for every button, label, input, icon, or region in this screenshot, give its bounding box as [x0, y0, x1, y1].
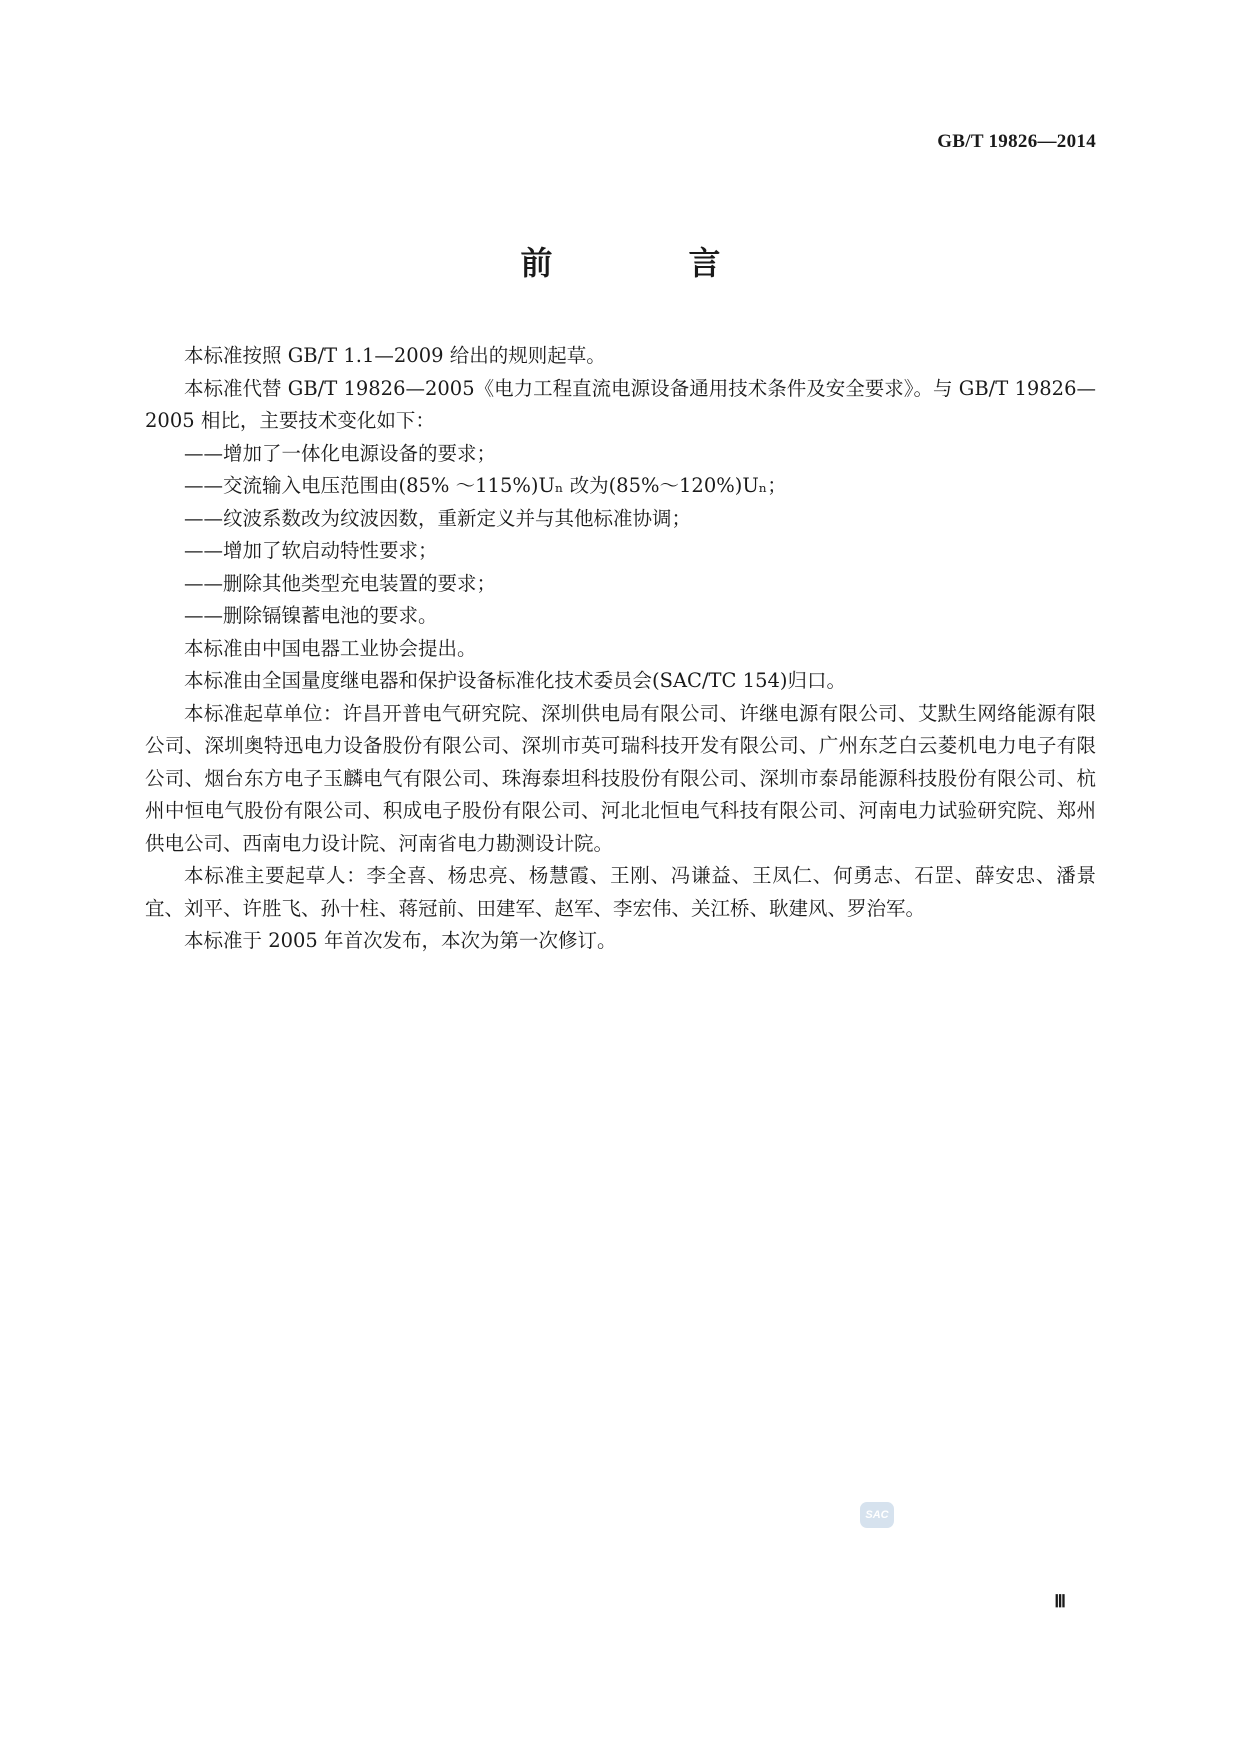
list-item: ——删除其他类型充电装置的要求；	[184, 571, 497, 595]
list-item: ——增加了一体化电源设备的要求；	[184, 441, 497, 465]
paragraph-drafters: 本标准主要起草人：李全喜、杨忠亮、杨慧霞、王刚、冯谦益、王凤仁、何勇志、石罡、薛安忠、潘景宜、刘平、许胜飞、孙十柱、蒋冠前、田建军、赵军、李宏伟、关江桥、耿建风、罗治军。	[145, 864, 1096, 920]
paragraph-drafting-units: 本标准起草单位：许昌开普电气研究院、深圳供电局有限公司、许继电源有限公司、艾默生网络能源有限公司、深圳奥特迅电力设备股份有限公司、深圳市英可瑞科技开发有限公司、广州东芝白云菱机电力电子有限公司、烟台东方电子玉麟电气有限公司、珠海泰坦科技股份有限公司、深圳市泰昂能源科技股份有限公司、杭州中恒电气股份有限公司、积成电子股份有限公司、河北北恒电气科技有限公司、河南电力试验研究院、郑州供电公司、西南电力设计院、河南省电力勘测设计院。	[145, 701, 1096, 855]
paragraph-drafting-rules: 本标准按照 GB/T 1.1—2009 给出的规则起草。	[184, 344, 606, 367]
page-title: 前 言	[520, 244, 773, 282]
paragraph-proposer: 本标准由中国电器工业协会提出。	[184, 636, 477, 660]
standard-number: GB/T 19826—2014	[937, 131, 1096, 152]
list-item: ——交流输入电压范围由(85% ～115%)Uₙ 改为(85%～120%)Uₙ；	[184, 474, 787, 497]
page-number: Ⅲ	[1054, 1592, 1066, 1611]
paragraph-history: 本标准于 2005 年首次发布，本次为第一次修订。	[184, 929, 617, 952]
paragraph-committee: 本标准由全国量度继电器和保护设备标准化技术委员会(SAC/TC 154)归口。	[184, 669, 846, 692]
list-item: ——增加了软启动特性要求；	[184, 539, 438, 562]
document-body	[145, 340, 1096, 958]
list-item: ——纹波系数改为纹波因数，重新定义并与其他标准协调；	[184, 506, 692, 530]
paragraph-replacement: 本标准代替 GB/T 19826—2005《电力工程直流电源设备通用技术条件及安全要求》。与 GB/T 19826—2005 相比，主要技术变化如下：	[145, 376, 1096, 432]
sac-watermark-icon: SAC	[860, 1502, 894, 1528]
list-item: ——删除镉镍蓄电池的要求。	[184, 604, 438, 627]
